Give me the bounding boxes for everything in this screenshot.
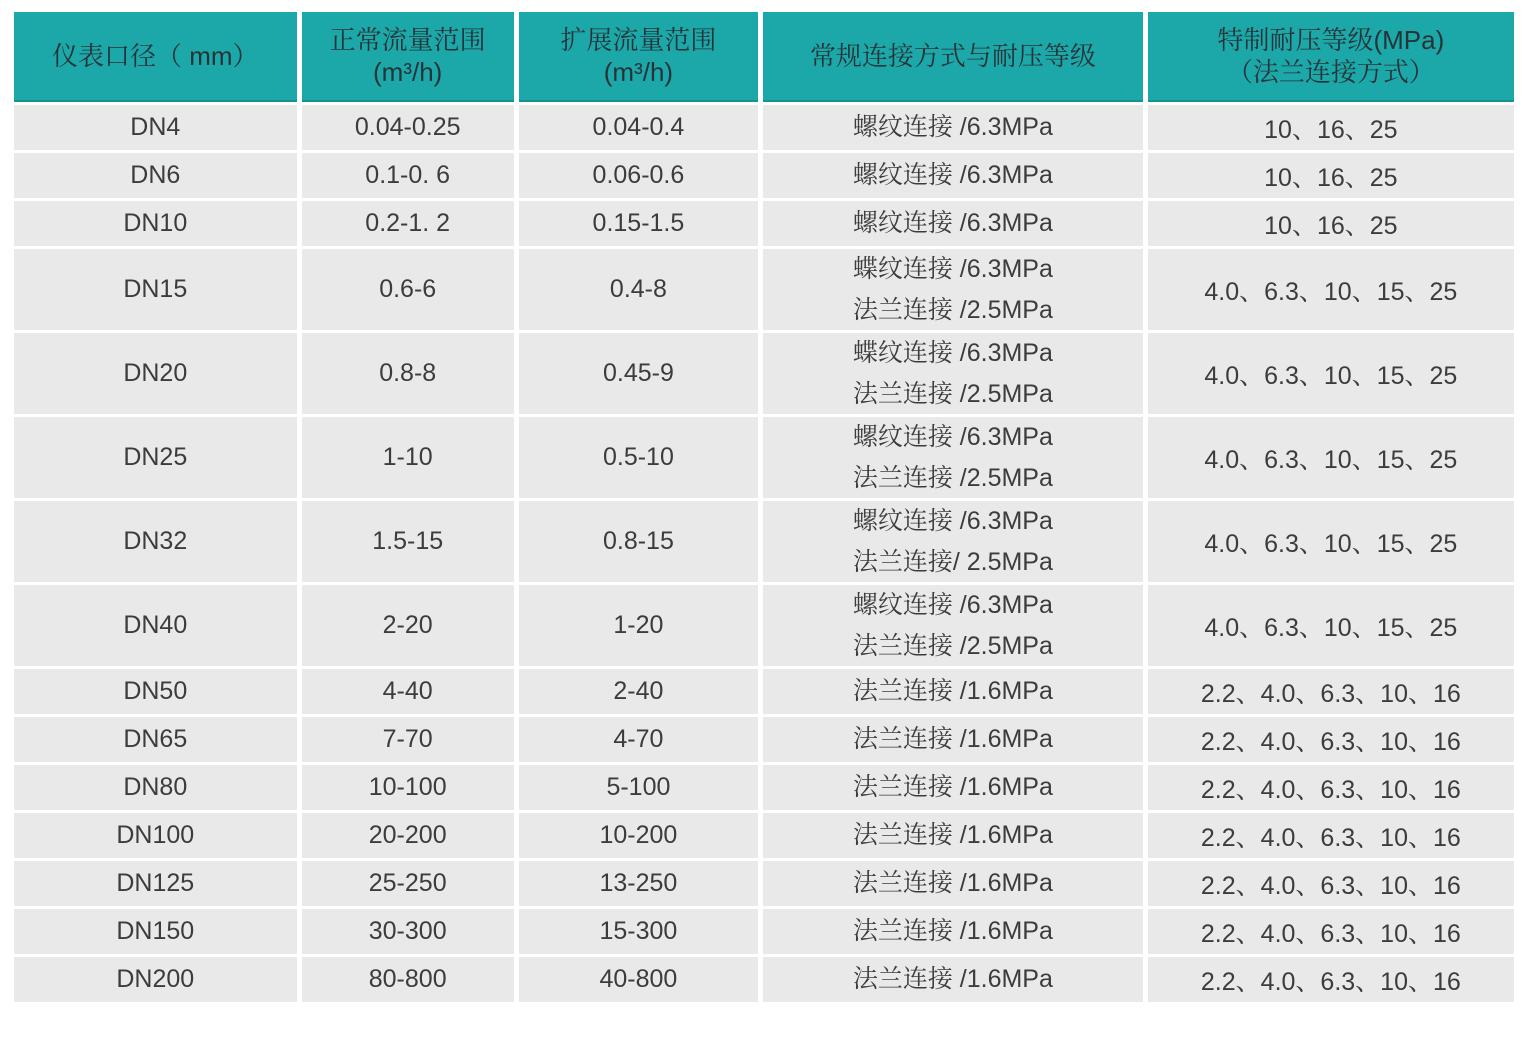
- cell-size: [14, 909, 297, 954]
- cell-normal-range: [302, 717, 514, 762]
- pressure-value: 4.0、6.3、10、15、25: [1204, 277, 1458, 306]
- extended-range-value: 0.04-0.4: [592, 113, 685, 141]
- extended-range-value: 0.45-9: [602, 359, 674, 387]
- cell-connection: [763, 249, 1143, 330]
- size-value: DN125: [116, 869, 195, 897]
- cell-extended-range: [519, 153, 758, 198]
- connection-line1: 法兰连接 /1.6MPa: [852, 677, 1053, 706]
- table-row: [14, 501, 1514, 582]
- cell-pressure: [1148, 417, 1514, 498]
- connection-line2: 法兰连接/ 2.5MPa: [852, 547, 1053, 576]
- cell-connection: [763, 717, 1143, 762]
- cell-pressure: [1148, 153, 1514, 198]
- table-body: [14, 105, 1514, 1002]
- connection-line1: 法兰连接 /1.6MPa: [852, 773, 1053, 802]
- table-row: [14, 249, 1514, 330]
- cell-normal-range: [302, 153, 514, 198]
- table-row: [14, 717, 1514, 762]
- cell-connection: [763, 813, 1143, 858]
- extended-range-value: 4-70: [613, 725, 664, 753]
- cell-pressure: [1148, 717, 1514, 762]
- size-value: DN150: [116, 917, 195, 945]
- cell-extended-range: [519, 717, 758, 762]
- cell-pressure: [1148, 765, 1514, 810]
- header-normal-range-line2: (m³/h): [373, 57, 443, 87]
- cell-pressure: [1148, 501, 1514, 582]
- normal-range-value: 2-20: [382, 611, 433, 639]
- cell-pressure: [1148, 813, 1514, 858]
- cell-extended-range: [519, 909, 758, 954]
- cell-connection: [763, 201, 1143, 246]
- connection-line1: 蝶纹连接 /6.3MPa: [852, 255, 1053, 283]
- cell-connection: [763, 501, 1143, 582]
- extended-range-value: 0.06-0.6: [592, 161, 685, 189]
- pressure-value: 2.2、4.0、6.3、10、16: [1200, 823, 1461, 852]
- cell-size: [14, 105, 297, 150]
- cell-extended-range: [519, 501, 758, 582]
- cell-extended-range: [519, 813, 758, 858]
- cell-connection: [763, 333, 1143, 414]
- header-extended-range-line1: 扩展流量范围: [560, 24, 717, 55]
- cell-connection: [763, 909, 1143, 954]
- cell-size: [14, 417, 297, 498]
- normal-range-value: 0.6-6: [379, 275, 437, 303]
- cell-normal-range: [302, 333, 514, 414]
- extended-range-value: 0.5-10: [602, 443, 674, 471]
- extended-range-value: 0.8-15: [602, 527, 674, 555]
- cell-normal-range: [302, 417, 514, 498]
- header-row: [14, 12, 1514, 102]
- connection-line1: 螺纹连接 /6.3MPa: [852, 423, 1053, 451]
- cell-connection: [763, 957, 1143, 1002]
- cell-size: [14, 501, 297, 582]
- cell-connection: [763, 153, 1143, 198]
- table-row: [14, 909, 1514, 954]
- extended-range-value: 15-300: [599, 917, 678, 945]
- normal-range-value: 4-40: [382, 677, 433, 705]
- connection-line1: 法兰连接 /1.6MPa: [852, 821, 1053, 850]
- header-extended-range-line2: (m³/h): [603, 57, 674, 87]
- cell-connection: [763, 585, 1143, 666]
- size-value: DN25: [123, 443, 188, 471]
- pressure-value: 2.2、4.0、6.3、10、16: [1200, 871, 1461, 900]
- normal-range-value: 0.04-0.25: [354, 113, 461, 141]
- connection-line1: 螺纹连接 /6.3MPa: [852, 507, 1053, 535]
- cell-extended-range: [519, 417, 758, 498]
- header-normal-range: [302, 12, 514, 102]
- flow-meter-spec-table-wrap: [9, 9, 1519, 1005]
- table-row: [14, 417, 1514, 498]
- cell-size: [14, 153, 297, 198]
- cell-extended-range: [519, 105, 758, 150]
- extended-range-value: 0.4-8: [609, 275, 667, 303]
- cell-extended-range: [519, 585, 758, 666]
- pressure-value: 2.2、4.0、6.3、10、16: [1200, 919, 1461, 948]
- extended-range-value: 2-40: [613, 677, 664, 705]
- cell-connection: [763, 105, 1143, 150]
- header-pressure-line2: （法兰连接方式）: [1226, 57, 1435, 87]
- pressure-value: 2.2、4.0、6.3、10、16: [1200, 679, 1461, 708]
- cell-extended-range: [519, 333, 758, 414]
- connection-line2: 法兰连接 /2.5MPa: [852, 295, 1053, 324]
- pressure-value: 2.2、4.0、6.3、10、16: [1200, 967, 1461, 996]
- size-value: DN6: [130, 161, 181, 189]
- cell-pressure: [1148, 861, 1514, 906]
- cell-normal-range: [302, 861, 514, 906]
- size-value: DN200: [116, 965, 195, 993]
- header-pressure: [1148, 12, 1514, 102]
- normal-range-value: 7-70: [382, 725, 433, 753]
- cell-extended-range: [519, 765, 758, 810]
- flow-meter-spec-table: [9, 9, 1519, 1005]
- cell-extended-range: [519, 201, 758, 246]
- cell-connection: [763, 765, 1143, 810]
- cell-size: [14, 249, 297, 330]
- cell-normal-range: [302, 249, 514, 330]
- pressure-value: 4.0、6.3、10、15、25: [1204, 529, 1458, 558]
- header-extended-range: [519, 12, 758, 102]
- cell-normal-range: [302, 669, 514, 714]
- normal-range-value: 80-800: [368, 965, 447, 993]
- connection-line1: 法兰连接 /1.6MPa: [852, 965, 1053, 994]
- table-row: [14, 105, 1514, 150]
- cell-pressure: [1148, 333, 1514, 414]
- cell-size: [14, 585, 297, 666]
- cell-connection: [763, 417, 1143, 498]
- cell-size: [14, 669, 297, 714]
- cell-normal-range: [302, 813, 514, 858]
- cell-extended-range: [519, 957, 758, 1002]
- header-size: [14, 12, 297, 102]
- cell-normal-range: [302, 957, 514, 1002]
- size-value: DN20: [123, 359, 188, 387]
- size-value: DN50: [123, 677, 188, 705]
- header-size-line1: 仪表口径（ mm）: [52, 40, 259, 71]
- cell-normal-range: [302, 909, 514, 954]
- extended-range-value: 5-100: [606, 773, 671, 801]
- connection-line2: 法兰连接 /2.5MPa: [852, 379, 1053, 408]
- cell-pressure: [1148, 909, 1514, 954]
- pressure-value: 10、16、25: [1264, 115, 1398, 144]
- table-row: [14, 813, 1514, 858]
- cell-extended-range: [519, 861, 758, 906]
- normal-range-value: 0.2-1. 2: [365, 209, 451, 237]
- pressure-value: 2.2、4.0、6.3、10、16: [1200, 727, 1461, 756]
- cell-normal-range: [302, 501, 514, 582]
- connection-line1: 螺纹连接 /6.3MPa: [852, 113, 1053, 142]
- size-value: DN10: [123, 209, 188, 237]
- size-value: DN65: [123, 725, 188, 753]
- normal-range-value: 20-200: [368, 821, 447, 849]
- pressure-value: 4.0、6.3、10、15、25: [1204, 613, 1458, 642]
- normal-range-value: 1-10: [382, 443, 433, 471]
- cell-pressure: [1148, 585, 1514, 666]
- cell-extended-range: [519, 249, 758, 330]
- pressure-value: 2.2、4.0、6.3、10、16: [1200, 775, 1461, 804]
- cell-connection: [763, 669, 1143, 714]
- normal-range-value: 0.1-0. 6: [365, 161, 451, 189]
- table-row: [14, 669, 1514, 714]
- size-value: DN100: [116, 821, 195, 849]
- size-value: DN40: [123, 611, 188, 639]
- connection-line1: 法兰连接 /1.6MPa: [852, 869, 1053, 898]
- normal-range-value: 1.5-15: [372, 527, 444, 555]
- extended-range-value: 1-20: [613, 611, 664, 639]
- size-value: DN80: [123, 773, 188, 801]
- cell-size: [14, 765, 297, 810]
- header-normal-range-line1: 正常流量范围: [329, 24, 486, 55]
- cell-size: [14, 201, 297, 246]
- table-row: [14, 585, 1514, 666]
- cell-normal-range: [302, 765, 514, 810]
- connection-line1: 蝶纹连接 /6.3MPa: [852, 339, 1053, 367]
- extended-range-value: 0.15-1.5: [592, 209, 685, 237]
- table-row: [14, 765, 1514, 810]
- cell-pressure: [1148, 105, 1514, 150]
- table-header: [14, 12, 1514, 102]
- table-row: [14, 201, 1514, 246]
- cell-normal-range: [302, 201, 514, 246]
- cell-size: [14, 861, 297, 906]
- connection-line2: 法兰连接 /2.5MPa: [852, 463, 1053, 492]
- cell-normal-range: [302, 585, 514, 666]
- table-row: [14, 861, 1514, 906]
- table-row: [14, 957, 1514, 1002]
- connection-line1: 螺纹连接 /6.3MPa: [852, 591, 1053, 619]
- normal-range-value: 0.8-8: [379, 359, 437, 387]
- normal-range-value: 25-250: [368, 869, 447, 897]
- cell-size: [14, 813, 297, 858]
- size-value: DN4: [130, 113, 181, 141]
- cell-size: [14, 333, 297, 414]
- pressure-value: 10、16、25: [1264, 211, 1398, 240]
- cell-extended-range: [519, 669, 758, 714]
- extended-range-value: 40-800: [599, 965, 678, 993]
- connection-line1: 螺纹连接 /6.3MPa: [852, 209, 1053, 238]
- connection-line2: 法兰连接 /2.5MPa: [852, 631, 1053, 660]
- table-row: [14, 153, 1514, 198]
- cell-pressure: [1148, 957, 1514, 1002]
- cell-pressure: [1148, 249, 1514, 330]
- header-pressure-line1: 特制耐压等级(MPa): [1217, 24, 1445, 55]
- extended-range-value: 10-200: [599, 821, 678, 849]
- pressure-value: 4.0、6.3、10、15、25: [1204, 361, 1458, 390]
- normal-range-value: 30-300: [368, 917, 447, 945]
- cell-normal-range: [302, 105, 514, 150]
- connection-line1: 螺纹连接 /6.3MPa: [852, 161, 1053, 190]
- cell-pressure: [1148, 669, 1514, 714]
- cell-size: [14, 717, 297, 762]
- cell-connection: [763, 861, 1143, 906]
- connection-line1: 法兰连接 /1.6MPa: [852, 725, 1053, 754]
- extended-range-value: 13-250: [599, 869, 678, 897]
- normal-range-value: 10-100: [368, 773, 447, 801]
- size-value: DN32: [123, 527, 188, 555]
- pressure-value: 4.0、6.3、10、15、25: [1204, 445, 1458, 474]
- header-connection-line1: 常规连接方式与耐压等级: [809, 40, 1096, 71]
- table-row: [14, 333, 1514, 414]
- pressure-value: 10、16、25: [1264, 163, 1398, 192]
- header-connection: [763, 12, 1143, 102]
- connection-line1: 法兰连接 /1.6MPa: [852, 917, 1053, 946]
- size-value: DN15: [123, 275, 188, 303]
- cell-pressure: [1148, 201, 1514, 246]
- cell-size: [14, 957, 297, 1002]
